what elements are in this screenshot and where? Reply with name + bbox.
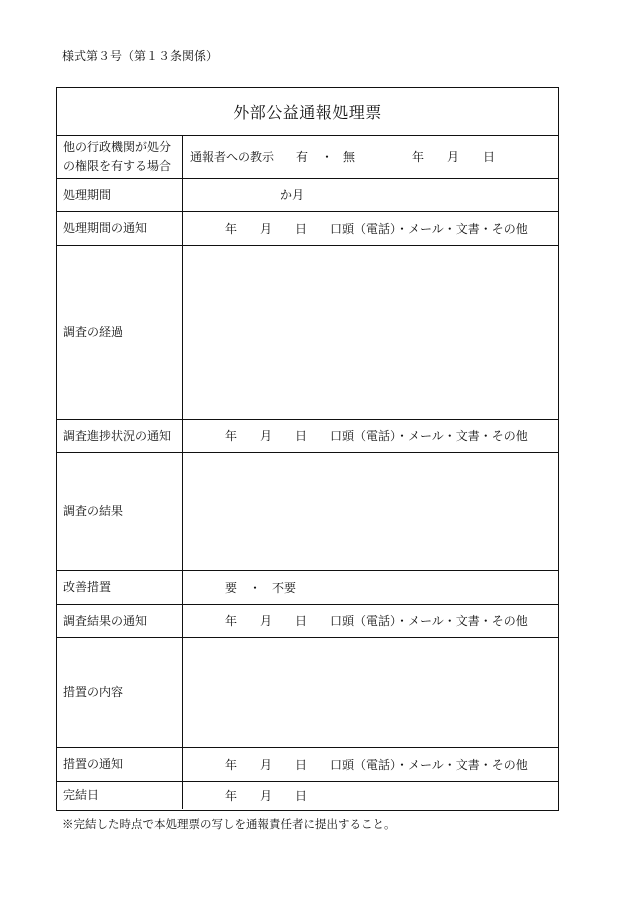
progress-notice-methods: 口頭（電話）・メール・文書・その他 bbox=[330, 429, 528, 443]
title-row bbox=[57, 88, 558, 136]
completion-month: 月 bbox=[260, 788, 273, 803]
row-progress bbox=[57, 246, 558, 420]
option-not-required[interactable]: 不要 bbox=[272, 580, 297, 595]
completion-label: 完結日 bbox=[63, 788, 100, 802]
result-notice-month: 月 bbox=[260, 614, 273, 628]
label-cell-authority bbox=[57, 136, 183, 178]
authority-day: 日 bbox=[483, 150, 496, 164]
option-yes[interactable]: 有 bbox=[296, 150, 309, 164]
row-improvement bbox=[57, 571, 558, 605]
footnote: ※完結した時点で本処理票の写しを通報責任者に提出すること。 bbox=[62, 817, 396, 831]
option-no[interactable]: 無 bbox=[343, 150, 356, 164]
result-notice-methods: 口頭（電話）・メール・文書・その他 bbox=[330, 614, 528, 628]
authority-label-line1: 他の行政機関が処分 bbox=[63, 140, 172, 154]
row-measures-notice bbox=[57, 748, 558, 782]
period-notice-day: 日 bbox=[295, 221, 308, 236]
result-label: 調査の結果 bbox=[63, 504, 124, 518]
value-cell-period[interactable] bbox=[183, 179, 558, 211]
option-separator: ・ bbox=[249, 580, 262, 595]
value-cell-completion bbox=[183, 782, 558, 809]
label-cell-progress bbox=[57, 246, 183, 419]
result-notice-day: 日 bbox=[295, 614, 308, 628]
period-notice-label: 処理期間の通知 bbox=[63, 221, 148, 235]
period-notice-month: 月 bbox=[260, 221, 273, 236]
label-cell-completion bbox=[57, 782, 183, 809]
value-cell-improvement bbox=[183, 571, 558, 604]
label-cell-result-notice bbox=[57, 605, 183, 637]
authority-month: 月 bbox=[447, 150, 460, 164]
measures-notice-year: 年 bbox=[225, 757, 238, 772]
row-period bbox=[57, 179, 558, 212]
completion-day: 日 bbox=[295, 788, 308, 803]
label-cell-period-notice bbox=[57, 212, 183, 245]
value-cell-period-notice bbox=[183, 212, 558, 245]
measures-label: 措置の内容 bbox=[63, 685, 124, 699]
measures-notice-month: 月 bbox=[260, 757, 273, 772]
result-entry-area[interactable] bbox=[183, 453, 558, 570]
progress-label: 調査の経過 bbox=[63, 325, 124, 339]
option-required[interactable]: 要 bbox=[225, 580, 238, 595]
label-cell-improvement bbox=[57, 571, 183, 604]
authority-year: 年 bbox=[412, 150, 425, 164]
completion-year: 年 bbox=[225, 788, 238, 803]
row-completion bbox=[57, 782, 558, 809]
label-cell-result bbox=[57, 453, 183, 570]
result-notice-label: 調査結果の通知 bbox=[63, 613, 148, 628]
option-separator: ・ bbox=[321, 150, 334, 164]
form-table bbox=[56, 87, 559, 811]
measures-notice-label: 措置の通知 bbox=[63, 757, 124, 771]
form-title: 外部公益通報処理票 bbox=[233, 103, 382, 122]
value-cell-progress-notice bbox=[183, 420, 558, 452]
form-number: 様式第３号（第１３条関係） bbox=[62, 49, 219, 63]
row-result bbox=[57, 453, 558, 571]
progress-notice-year: 年 bbox=[225, 429, 238, 443]
result-notice-year: 年 bbox=[225, 614, 238, 628]
period-notice-methods: 口頭（電話）・メール・文書・その他 bbox=[330, 221, 528, 236]
progress-notice-day: 日 bbox=[295, 429, 308, 443]
period-label: 処理期間 bbox=[63, 187, 112, 202]
improvement-label: 改善措置 bbox=[63, 580, 112, 594]
value-cell-result-notice bbox=[183, 605, 558, 637]
label-cell-measures-notice bbox=[57, 748, 183, 781]
authority-label-line2: の権限を有する場合 bbox=[63, 159, 172, 173]
progress-entry-area[interactable] bbox=[183, 246, 558, 419]
row-progress-notice bbox=[57, 420, 558, 453]
label-cell-progress-notice bbox=[57, 420, 183, 452]
progress-notice-month: 月 bbox=[260, 429, 273, 443]
row-period-notice bbox=[57, 212, 558, 246]
value-cell-authority bbox=[183, 136, 558, 178]
row-authority bbox=[57, 136, 558, 179]
period-notice-year: 年 bbox=[225, 221, 238, 236]
label-cell-period bbox=[57, 179, 183, 211]
measures-entry-area[interactable] bbox=[183, 638, 558, 747]
progress-notice-label: 調査進捗状況の通知 bbox=[63, 428, 172, 443]
row-measures bbox=[57, 638, 558, 748]
label-cell-measures bbox=[57, 638, 183, 747]
measures-notice-day: 日 bbox=[295, 757, 308, 772]
notice-to-whistleblower-label: 通報者への教示 bbox=[190, 150, 275, 164]
measures-notice-methods: 口頭（電話）・メール・文書・その他 bbox=[330, 757, 528, 772]
row-result-notice bbox=[57, 605, 558, 638]
period-unit: か月 bbox=[280, 188, 305, 202]
value-cell-measures-notice bbox=[183, 748, 558, 781]
